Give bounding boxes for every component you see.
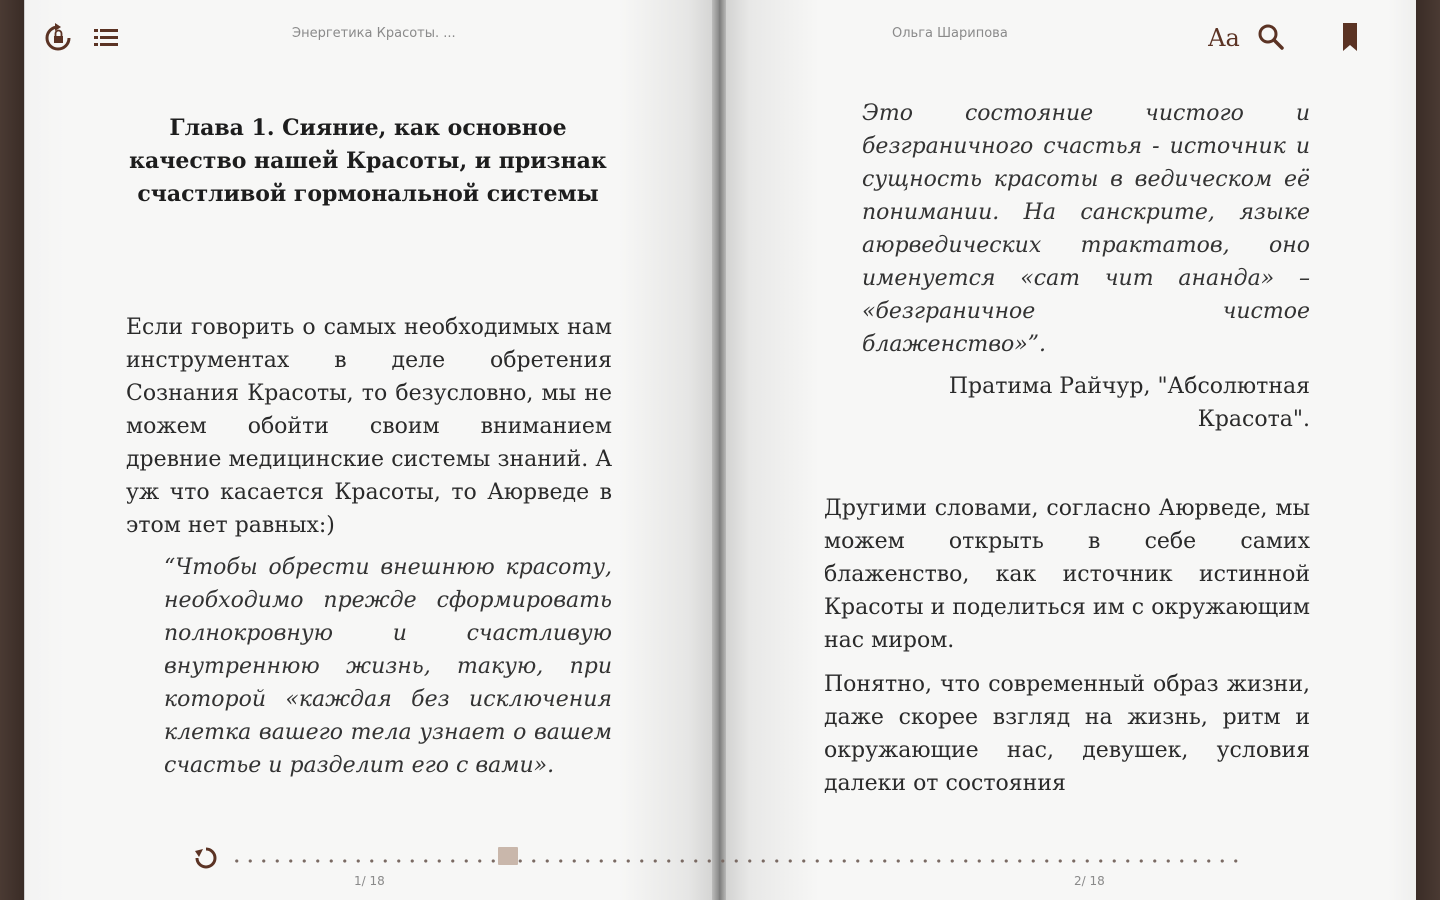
bookmark-icon[interactable] <box>1340 22 1360 52</box>
search-icon[interactable] <box>1256 22 1286 52</box>
right-quote: Это состояние чистого и безграничного счастья - источник и сущность красоты в ведическом её понимании. На санскрите, языке аюрведических трактатов, оно именуется «сат чит ананда» – «безграничное чистое блаженство»”. <box>862 101 1310 357</box>
rotate-lock-icon[interactable] <box>42 22 74 54</box>
left-paragraph: Если говорить о самых необходимых нам инструментах в деле обретения Сознания Красоты, то безусловно, мы не можем обойти своим вниманием древние медицинские системы знаний. А уж что касается Красоты, то Аюрведе в этом нет равных:) <box>126 315 612 538</box>
right-paragraph-1: Другими словами, согласно Аюрведе, мы можем открыть в себе самих блаженство, как источник истинной Красоты и поделиться им с окружающим нас миром. <box>824 496 1310 653</box>
page-progress-thumb[interactable] <box>498 847 518 865</box>
left-page-number: 1/ 18 <box>354 874 385 888</box>
page-progress-track[interactable] <box>230 858 1240 864</box>
back-history-icon[interactable] <box>192 844 220 872</box>
quote-attribution: Пратима Райчур, "Абсолютная Красота". <box>948 374 1310 432</box>
right-paragraph-2: Понятно, что современный образ жизни, даже скорее взгляд на жизнь, ритм и окружающие нас, девушек, условия далеки от состояния <box>824 672 1310 796</box>
right-page-number: 2/ 18 <box>1074 874 1105 888</box>
list-icon[interactable] <box>90 24 122 52</box>
book-gutter <box>712 0 726 900</box>
author-name: Ольга Шарипова <box>892 26 1008 41</box>
book-title: Энергетика Красоты. ... <box>292 26 456 41</box>
left-quote: “Чтобы обрести внешнюю красоту, необходимо прежде сформировать полнокровную и счастливую внутреннюю жизнь, такую, при которой «каждая без исключения клетка вашего тела узнает о вашем счастье и разделит его с вами». <box>164 555 612 778</box>
chapter-title: Глава 1. Сияние, как основное качество нашей Красоты, и признак счастливой гормональной системы <box>129 115 607 207</box>
font-size-icon[interactable]: Aa <box>1208 24 1240 52</box>
